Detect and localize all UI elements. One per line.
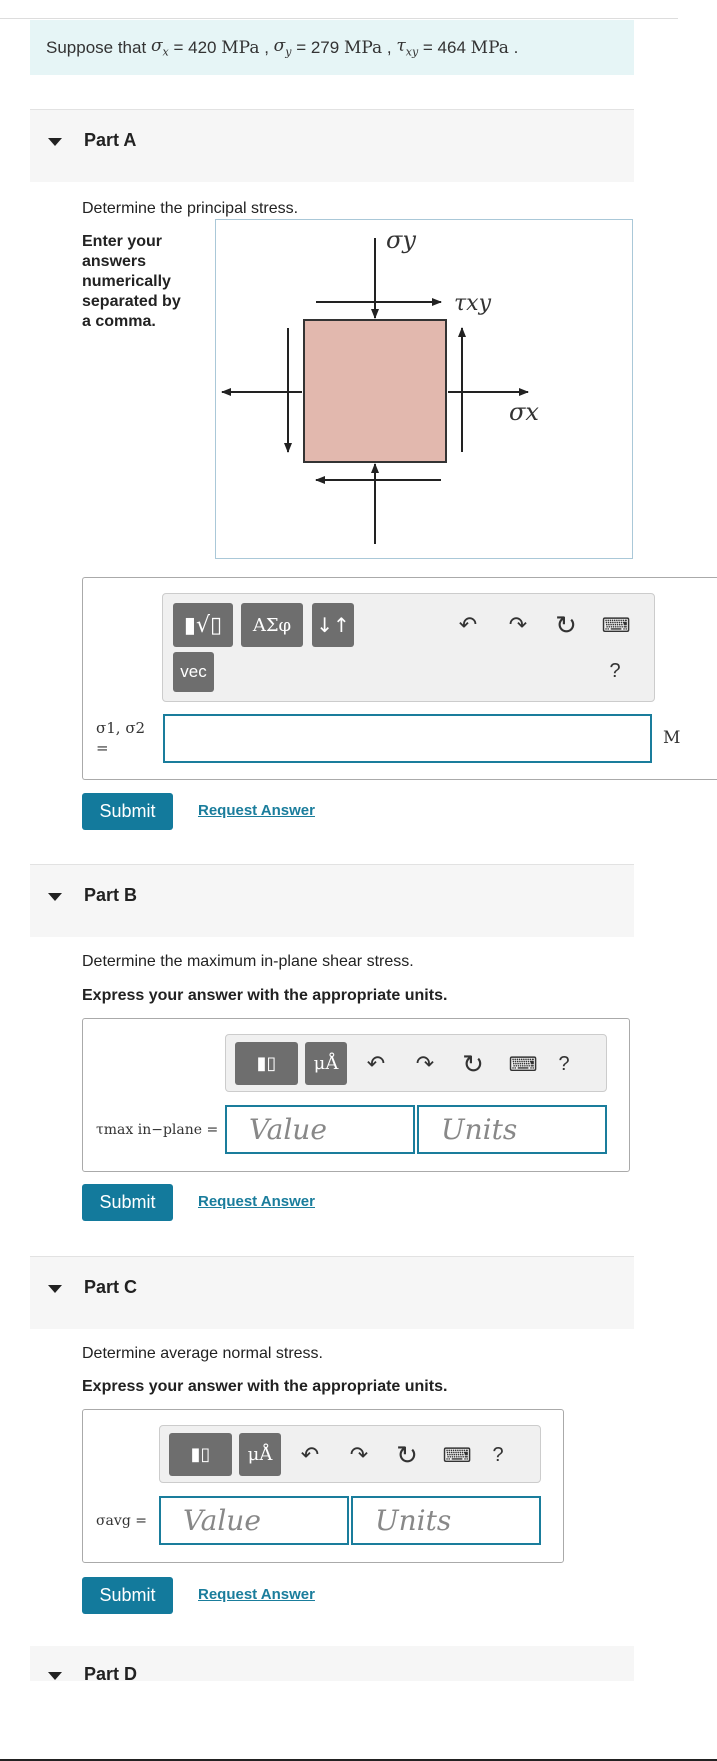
value-placeholder: Value <box>183 1504 261 1537</box>
part-b-units-input[interactable] <box>417 1105 607 1154</box>
part-b-title: Part B <box>84 885 138 905</box>
sigma-x-label: σx <box>509 398 539 426</box>
collapse-triangle-icon[interactable] <box>48 1285 62 1293</box>
units-placeholder: Units <box>441 1113 518 1146</box>
sigma-y-value: 279 <box>310 37 340 57</box>
part-a-instruction: Enter your answers numerically separated by a comma. <box>82 233 181 330</box>
arrows-button[interactable] <box>312 603 354 647</box>
undo-icon[interactable]: ↶ <box>366 1051 386 1076</box>
help-icon[interactable]: ? <box>558 1052 570 1075</box>
templates-button[interactable] <box>169 1433 232 1476</box>
part-b-variable-label: τmax in−plane = <box>96 1122 219 1138</box>
part-b-submit-button[interactable]: Submit <box>82 1184 173 1221</box>
keyboard-icon[interactable]: ⌨ <box>442 1444 472 1467</box>
sigma-x-value: 420 <box>188 37 217 57</box>
collapse-triangle-icon[interactable] <box>48 893 62 901</box>
unit: MPa <box>221 37 260 58</box>
part-a-answer-input[interactable] <box>163 714 652 763</box>
sqrt-template-icon: ▮√▯ <box>183 612 223 638</box>
vec-button[interactable]: vec <box>173 652 214 692</box>
part-a-prompt: Determine the principal stress. <box>82 200 299 217</box>
fraction-template-icon: ▮▯ <box>256 1053 277 1074</box>
part-c-prompt: Determine average normal stress. <box>82 1345 323 1362</box>
unit: MPa <box>343 37 383 58</box>
tau-xy-value: 464 <box>437 37 466 57</box>
part-a-title: Part A <box>84 130 137 150</box>
keyboard-icon[interactable]: ⌨ <box>508 1053 538 1076</box>
part-a-header[interactable] <box>30 109 634 182</box>
undo-icon[interactable]: ↶ <box>300 1442 320 1467</box>
top-divider <box>0 18 678 19</box>
undo-icon[interactable]: ↶ <box>458 612 478 637</box>
part-c-toolbar <box>159 1425 541 1483</box>
part-a-submit-button[interactable]: Submit <box>82 793 173 830</box>
collapse-triangle-icon[interactable] <box>48 138 62 146</box>
reset-icon[interactable]: ↻ <box>462 1048 484 1079</box>
stress-element-square <box>304 320 446 462</box>
part-b-instruction: Express your answer with the appropriate units. <box>82 987 448 1004</box>
help-icon[interactable]: ? <box>492 1443 504 1466</box>
templates-button[interactable] <box>235 1042 298 1085</box>
reset-icon[interactable]: ↻ <box>555 609 577 640</box>
value-placeholder: Value <box>249 1113 327 1146</box>
part-c-request-answer-link[interactable]: Request Answer <box>198 1586 315 1603</box>
units-placeholder: Units <box>375 1504 452 1537</box>
templates-button[interactable] <box>173 603 233 647</box>
units-symbols-button[interactable]: μÅ <box>305 1042 347 1085</box>
given-statement: Suppose that $\sigma_x$ = 420 MPa , $\sigma_y$ = 279 MPa , $\tau_{xy}$ = 464 MPa . <box>30 20 634 75</box>
part-c-variable-label: σavg = <box>96 1513 147 1529</box>
part-a-variable-label: σ1, σ2 = <box>96 719 146 757</box>
part-b-header[interactable] <box>30 864 634 937</box>
reset-icon[interactable]: ↻ <box>396 1439 418 1470</box>
unit: MPa <box>470 37 509 58</box>
part-d-header[interactable] <box>30 1646 634 1681</box>
given-prefix: Suppose that <box>46 37 147 57</box>
part-b-request-answer-link[interactable]: Request Answer <box>198 1193 315 1210</box>
up-down-arrows-icon: ↓↑ <box>316 613 350 637</box>
redo-icon[interactable]: ↷ <box>415 1051 435 1076</box>
redo-icon[interactable]: ↷ <box>349 1442 369 1467</box>
part-a-answer-box <box>82 577 717 780</box>
part-c-instruction: Express your answer with the appropriate units. <box>82 1378 448 1395</box>
part-a-unit-partial: M <box>663 728 681 748</box>
part-c-title: Part C <box>84 1277 138 1297</box>
help-icon[interactable]: ? <box>609 659 621 682</box>
part-a-toolbar <box>162 593 655 702</box>
part-c-header[interactable] <box>30 1256 634 1329</box>
keyboard-icon[interactable]: ⌨ <box>601 614 631 637</box>
part-c-answer-box <box>82 1409 564 1563</box>
fraction-template-icon: ▮▯ <box>190 1444 211 1465</box>
stress-element-diagram <box>216 220 632 558</box>
part-c-submit-button[interactable]: Submit <box>82 1577 173 1614</box>
greek-symbols-button[interactable]: ΑΣφ <box>241 603 303 647</box>
part-d-clip <box>0 1646 717 1681</box>
sigma-y-label: σy <box>386 226 416 254</box>
part-b-prompt: Determine the maximum in-plane shear stress. <box>82 953 414 970</box>
part-c-value-input[interactable] <box>159 1496 349 1545</box>
stress-element-figure <box>215 219 633 559</box>
tau-xy-label: τxy <box>454 291 492 316</box>
collapse-triangle-icon[interactable] <box>48 1672 62 1680</box>
part-b-answer-box <box>82 1018 630 1172</box>
part-d-title: Part D <box>84 1664 138 1681</box>
redo-icon[interactable]: ↷ <box>508 612 528 637</box>
units-symbols-button[interactable]: μÅ <box>239 1433 281 1476</box>
part-c-units-input[interactable] <box>351 1496 541 1545</box>
part-b-toolbar <box>225 1034 607 1092</box>
part-a-request-answer-link[interactable]: Request Answer <box>198 802 315 819</box>
part-b-value-input[interactable] <box>225 1105 415 1154</box>
